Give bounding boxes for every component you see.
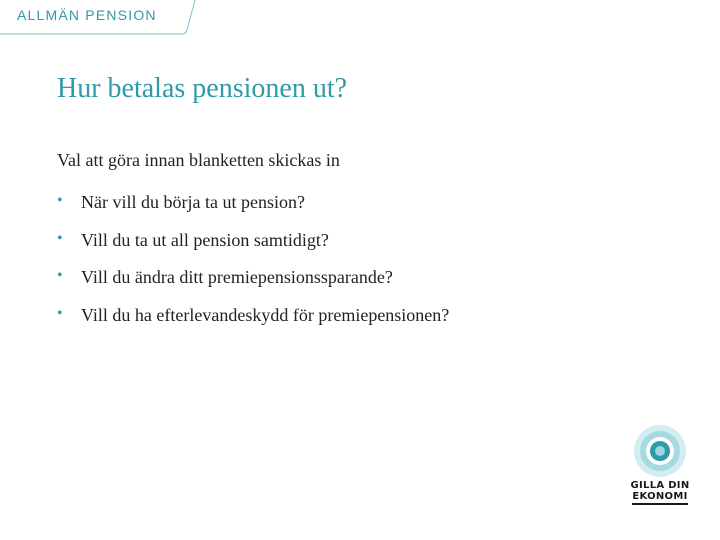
logo-wordmark <box>630 480 690 505</box>
concentric-circles-icon <box>633 424 687 478</box>
bullet-text: Vill du ändra ditt premiepensionssparande? <box>81 267 393 287</box>
bullet-text: Vill du ta ut all pension samtidigt? <box>81 229 329 250</box>
bullet-text: När vill du börja ta ut pension? <box>81 192 305 212</box>
gilla-din-ekonomi-logo <box>630 424 690 505</box>
bullet-list <box>57 190 449 340</box>
bullet-icon: • <box>57 229 63 247</box>
bullet-icon: • <box>57 267 63 284</box>
section-label: ALLMÄN PENSION <box>17 7 157 23</box>
logo-line-1: GILLA DIN <box>630 480 690 491</box>
bullet-text: Vill du ha efterlevandeskydd för premiepensionen? <box>81 304 450 325</box>
intro-text: Val att göra innan blanketten skickas in <box>57 150 340 170</box>
bullet-item <box>57 228 449 266</box>
bullet-item <box>57 265 449 303</box>
bullet-item <box>57 303 449 341</box>
slide-title: Hur betalas pensionen ut? <box>57 73 348 104</box>
logo-line-2: EKONOMI <box>632 491 687 505</box>
bullet-item <box>57 190 449 228</box>
bullet-icon: • <box>57 192 63 209</box>
bullet-icon: • <box>57 304 63 322</box>
